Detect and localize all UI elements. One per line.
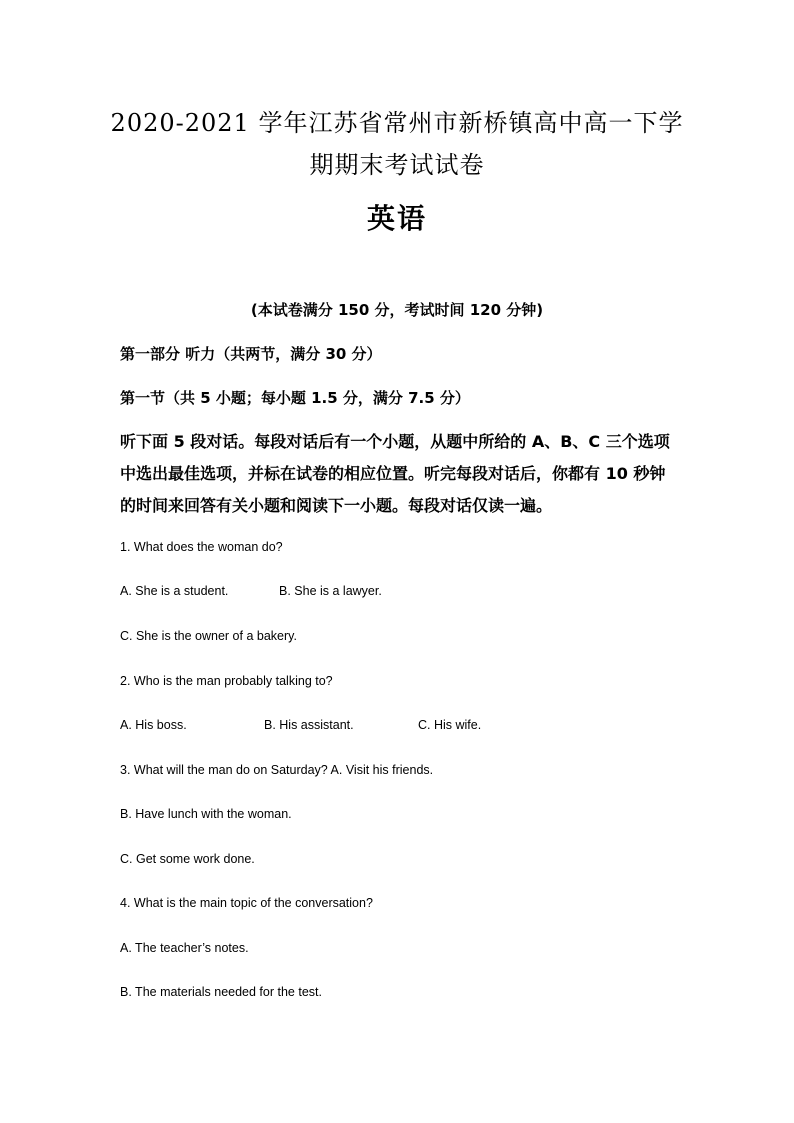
question-1-option-b: B. She is a lawyer. [279, 584, 382, 598]
question-2-option-b: B. His assistant. [264, 718, 354, 732]
question-2-option-a: A. His boss. [120, 718, 187, 732]
listening-instructions [120, 426, 680, 522]
question-1-option-a: A. She is a student. [120, 584, 229, 598]
instruction-line-1: 听下面 5 段对话。每段对话后有一个小题，从题中所给的 A、B、C 三个选项 [120, 432, 670, 451]
question-1-stem: 1. What does the woman do? [120, 540, 283, 554]
question-3-option-b: B. Have lunch with the woman. [120, 807, 292, 821]
section1-heading: 第一节（共 5 小题；每小题 1.5 分，满分 7.5 分） [120, 389, 470, 407]
subject-title: 英语 [366, 202, 427, 235]
question-2-option-c: C. His wife. [418, 718, 482, 732]
exam-info: (本试卷满分 150 分，考试时间 120 分钟) [250, 301, 544, 319]
instruction-line-3: 的时间来回答有关小题和阅读下一小题。每段对话仅读一遍。 [120, 496, 553, 515]
question-2-stem: 2. Who is the man probably talking to? [120, 674, 333, 688]
question-3-stem: 3. What will the man do on Saturday? A. Visit his friends. [120, 763, 434, 777]
question-3-option-c: C. Get some work done. [120, 852, 255, 866]
exam-title-line-2: 期期末考试试卷 [309, 151, 485, 179]
exam-title-line-1: 2020-2021 学年江苏省常州市新桥镇高中高一下学 [110, 109, 684, 137]
part1-heading: 第一部分 听力（共两节，满分 30 分） [120, 345, 382, 363]
question-4-option-b: B. The materials needed for the test. [120, 985, 322, 999]
question-4-stem: 4. What is the main topic of the conversation? [120, 896, 373, 910]
instruction-line-2: 中选出最佳选项，并标在试卷的相应位置。听完每段对话后，你都有 10 秒钟 [120, 464, 666, 483]
question-1-option-c: C. She is the owner of a bakery. [120, 629, 297, 643]
question-4-option-a: A. The teacher’s notes. [120, 941, 249, 955]
